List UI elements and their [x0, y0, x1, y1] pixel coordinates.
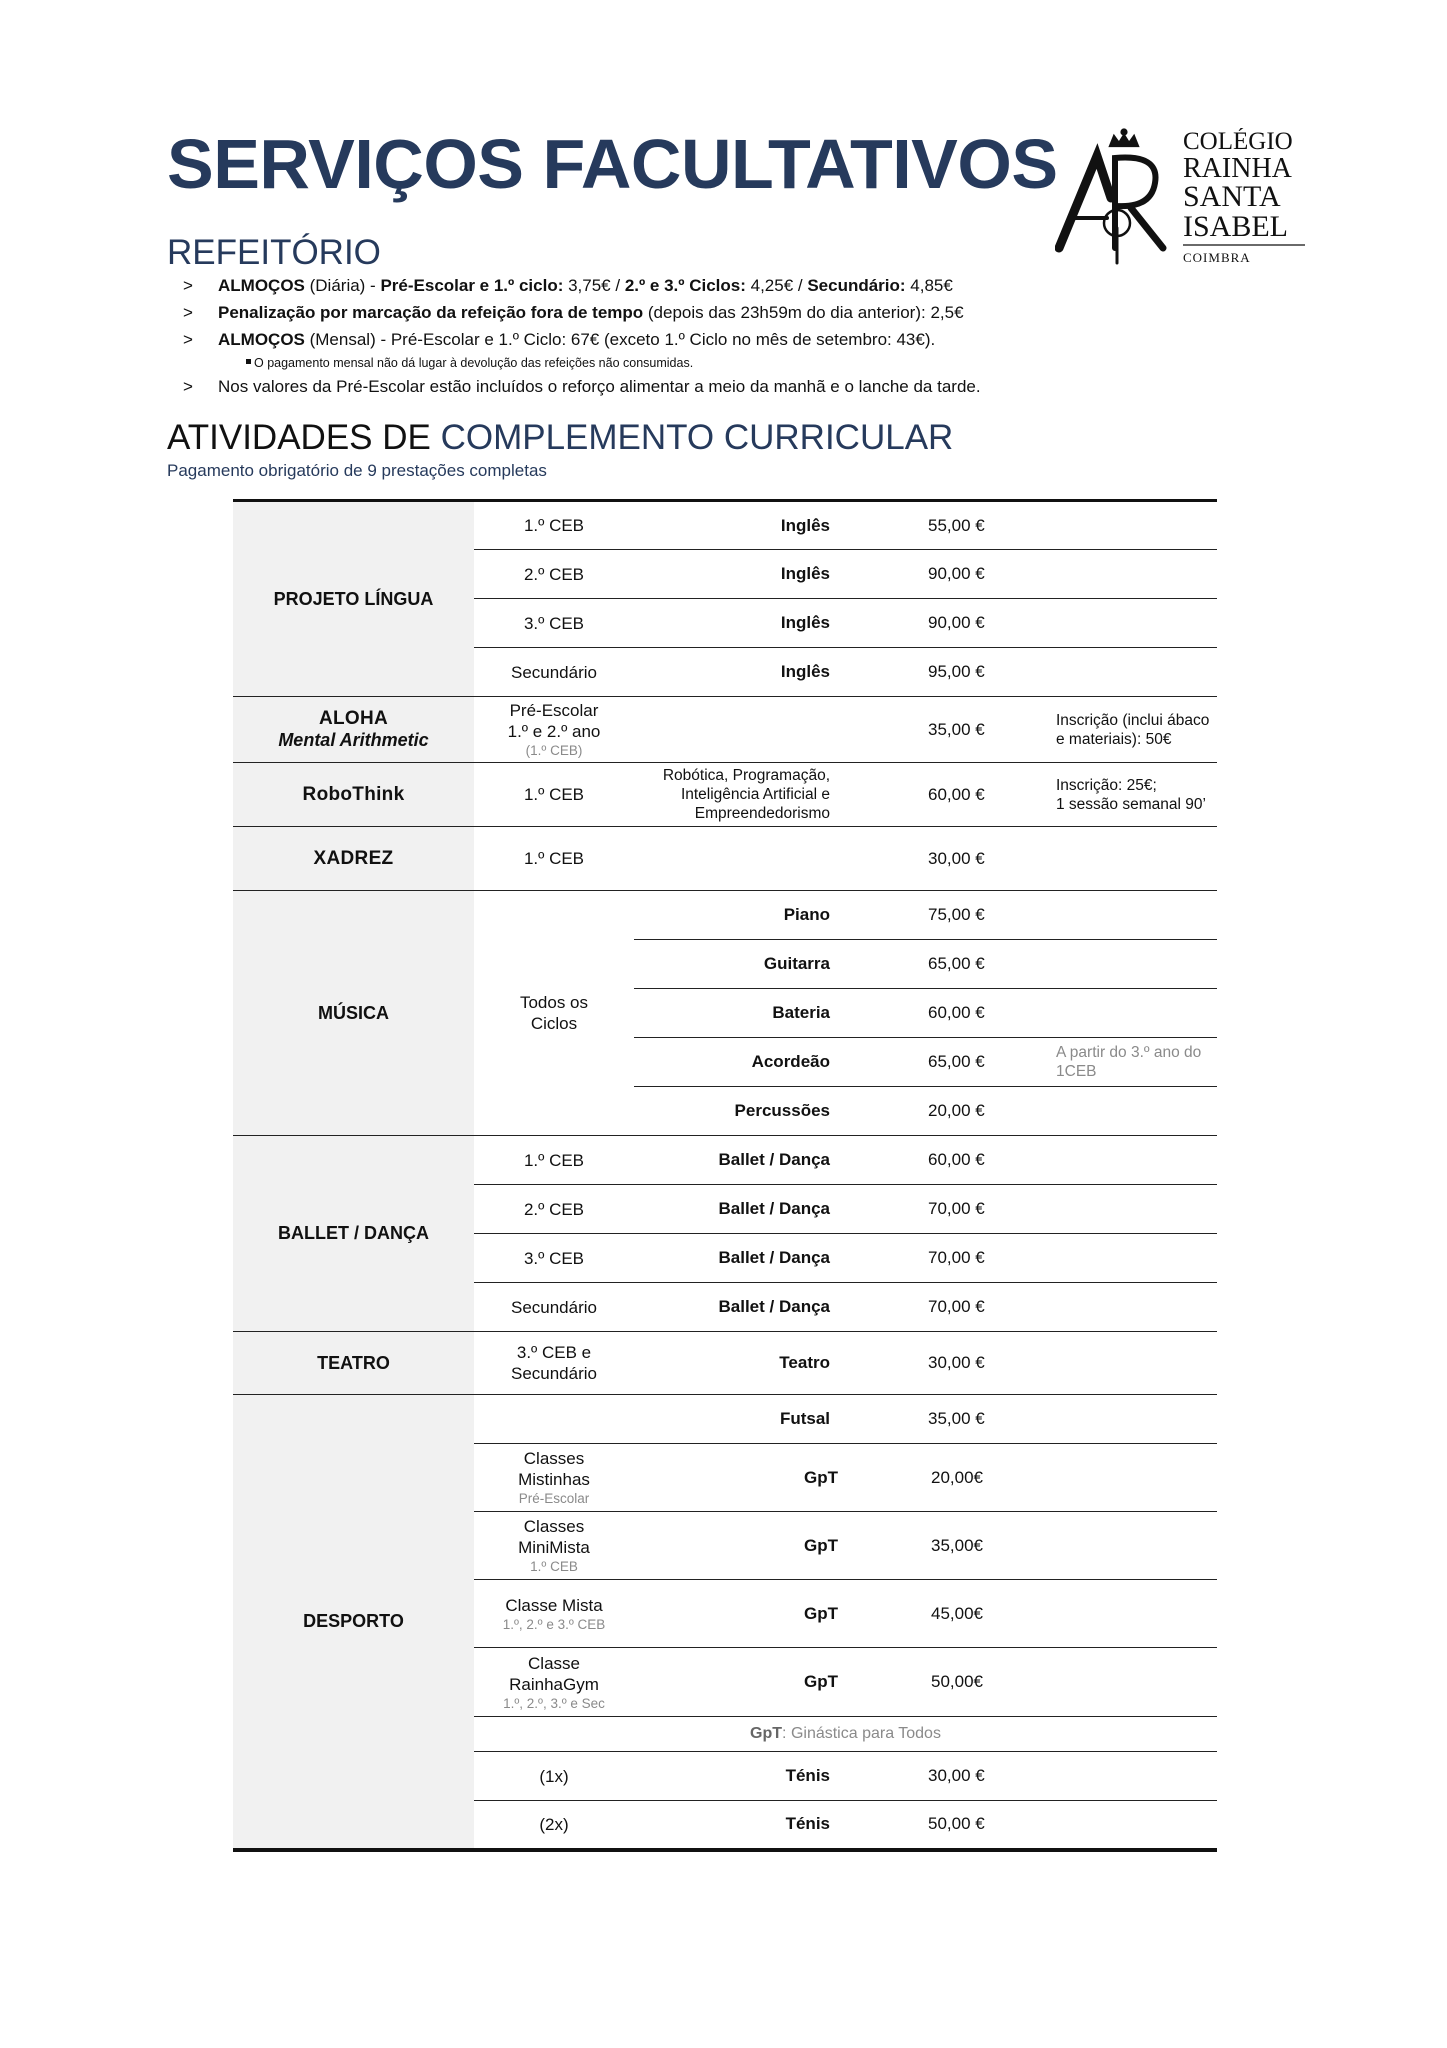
table-row: BALLET / DANÇA 1.º CEB Ballet / Dança 60,00 €	[233, 1136, 1217, 1185]
table-row: Percussões 20,00 €	[233, 1087, 1217, 1136]
price-table	[233, 499, 1217, 1852]
refeitorio-heading: REFEITÓRIO	[167, 233, 381, 272]
table-row: RoboThink 1.º CEB Robótica, Programação, Inteligência Artificial e Empreendedorismo 60,00 € Inscrição: 25€; 1 sessão semanal 90’	[233, 763, 1217, 827]
group-musica: MÚSICA	[233, 891, 474, 1136]
list-item: > Nos valores da Pré-Escolar estão incluídos o reforço alimentar a meio da manhã e o lanche da tarde.	[218, 373, 981, 400]
table-row: 3.º CEB Inglês 90,00 €	[233, 599, 1217, 648]
table-row: Secundário Ballet / Dança 70,00 €	[233, 1283, 1217, 1332]
table-row: Guitarra 65,00 €	[233, 940, 1217, 989]
table-row: (1x) Ténis 30,00 €	[233, 1752, 1217, 1801]
group-aloha: ALOHA Mental Arithmetic	[233, 697, 474, 763]
crown-icon	[1110, 130, 1138, 147]
group-robothink: RoboThink	[233, 763, 474, 827]
table-row: Classe Mista 1.º, 2.º e 3.º CEB GpT 45,00€	[233, 1580, 1217, 1648]
page-title: SERVIÇOS FACULTATIVOS	[167, 125, 1058, 203]
table-row: DESPORTO Futsal 35,00 €	[233, 1395, 1217, 1444]
table-row: 2.º CEB Inglês 90,00 €	[233, 550, 1217, 599]
table-row: Bateria 60,00 €	[233, 989, 1217, 1038]
logo-line-4: ISABEL	[1183, 210, 1288, 243]
group-desporto: DESPORTO	[233, 1395, 474, 1850]
atividades-subline: Pagamento obrigatório de 9 prestações completas	[167, 461, 547, 480]
table-row: MÚSICA Todos os Ciclos Piano 75,00 €	[233, 891, 1217, 940]
group-xadrez: XADREZ	[233, 827, 474, 891]
list-item: > Penalização por marcação da refeição fora de tempo (depois das 23h59m do dia anterior): 2,5€	[218, 299, 981, 326]
table-row: XADREZ 1.º CEB 30,00 €	[233, 827, 1217, 891]
list-item: > ALMOÇOS (Mensal) - Pré-Escolar e 1.º Ciclo: 67€ (exceto 1.º Ciclo no mês de setembro: 43€).	[218, 326, 981, 353]
table-row: Secundário Inglês 95,00 €	[233, 648, 1217, 697]
table-row: Acordeão 65,00 € A partir do 3.º ano do 1CEB	[233, 1038, 1217, 1087]
table-row: Classe RainhaGym 1.º, 2.º, 3.º e Sec GpT 50,00€	[233, 1648, 1217, 1717]
table-row: ALOHA Mental Arithmetic Pré-Escolar 1.º e 2.º ano (1.º CEB) 35,00 € Inscrição (inclui ábaco e materiais): 50€	[233, 697, 1217, 763]
group-ballet: BALLET / DANÇA	[233, 1136, 474, 1332]
table-row: TEATRO 3.º CEB e Secundário Teatro 30,00 €	[233, 1332, 1217, 1395]
colegio-logo	[1055, 128, 1305, 268]
table-row: 2.º CEB Ballet / Dança 70,00 €	[233, 1185, 1217, 1234]
table-row: Classes Mistinhas Pré-Escolar GpT 20,00€	[233, 1444, 1217, 1512]
refeitorio-list	[218, 272, 981, 400]
logo-line-1: COLÉGIO	[1183, 128, 1293, 155]
table-row: PROJETO LÍNGUA 1.º CEB Inglês 55,00 €	[233, 501, 1217, 550]
table-row: (2x) Ténis 50,00 €	[539, 1814, 985, 1834]
logo-line-2: RAINHA	[1183, 153, 1292, 184]
list-item: > ALMOÇOS (Diária) - Pré-Escolar e 1.º ciclo: 3,75€ / 2.º e 3.º Ciclos: 4,25€ / Secundário: 4,85€	[218, 272, 981, 299]
logo-line-3: SANTA	[1183, 180, 1281, 213]
list-subitem: O pagamento mensal não dá lugar à devolução das refeições não consumidas.	[218, 353, 981, 373]
monogram-icon	[1059, 156, 1163, 263]
group-projeto-lingua: PROJETO LÍNGUA	[233, 501, 474, 697]
table-row: 3.º CEB Ballet / Dança 70,00 €	[233, 1234, 1217, 1283]
logo-place: COIMBRA	[1183, 250, 1251, 265]
atividades-heading: ATIVIDADES DE COMPLEMENTO CURRICULAR	[167, 418, 954, 457]
table-row: Classes MiniMista 1.º CEB GpT 35,00€	[233, 1512, 1217, 1580]
gpt-note: GpT: Ginástica para Todos	[474, 1717, 1217, 1752]
group-teatro: TEATRO	[233, 1332, 474, 1395]
